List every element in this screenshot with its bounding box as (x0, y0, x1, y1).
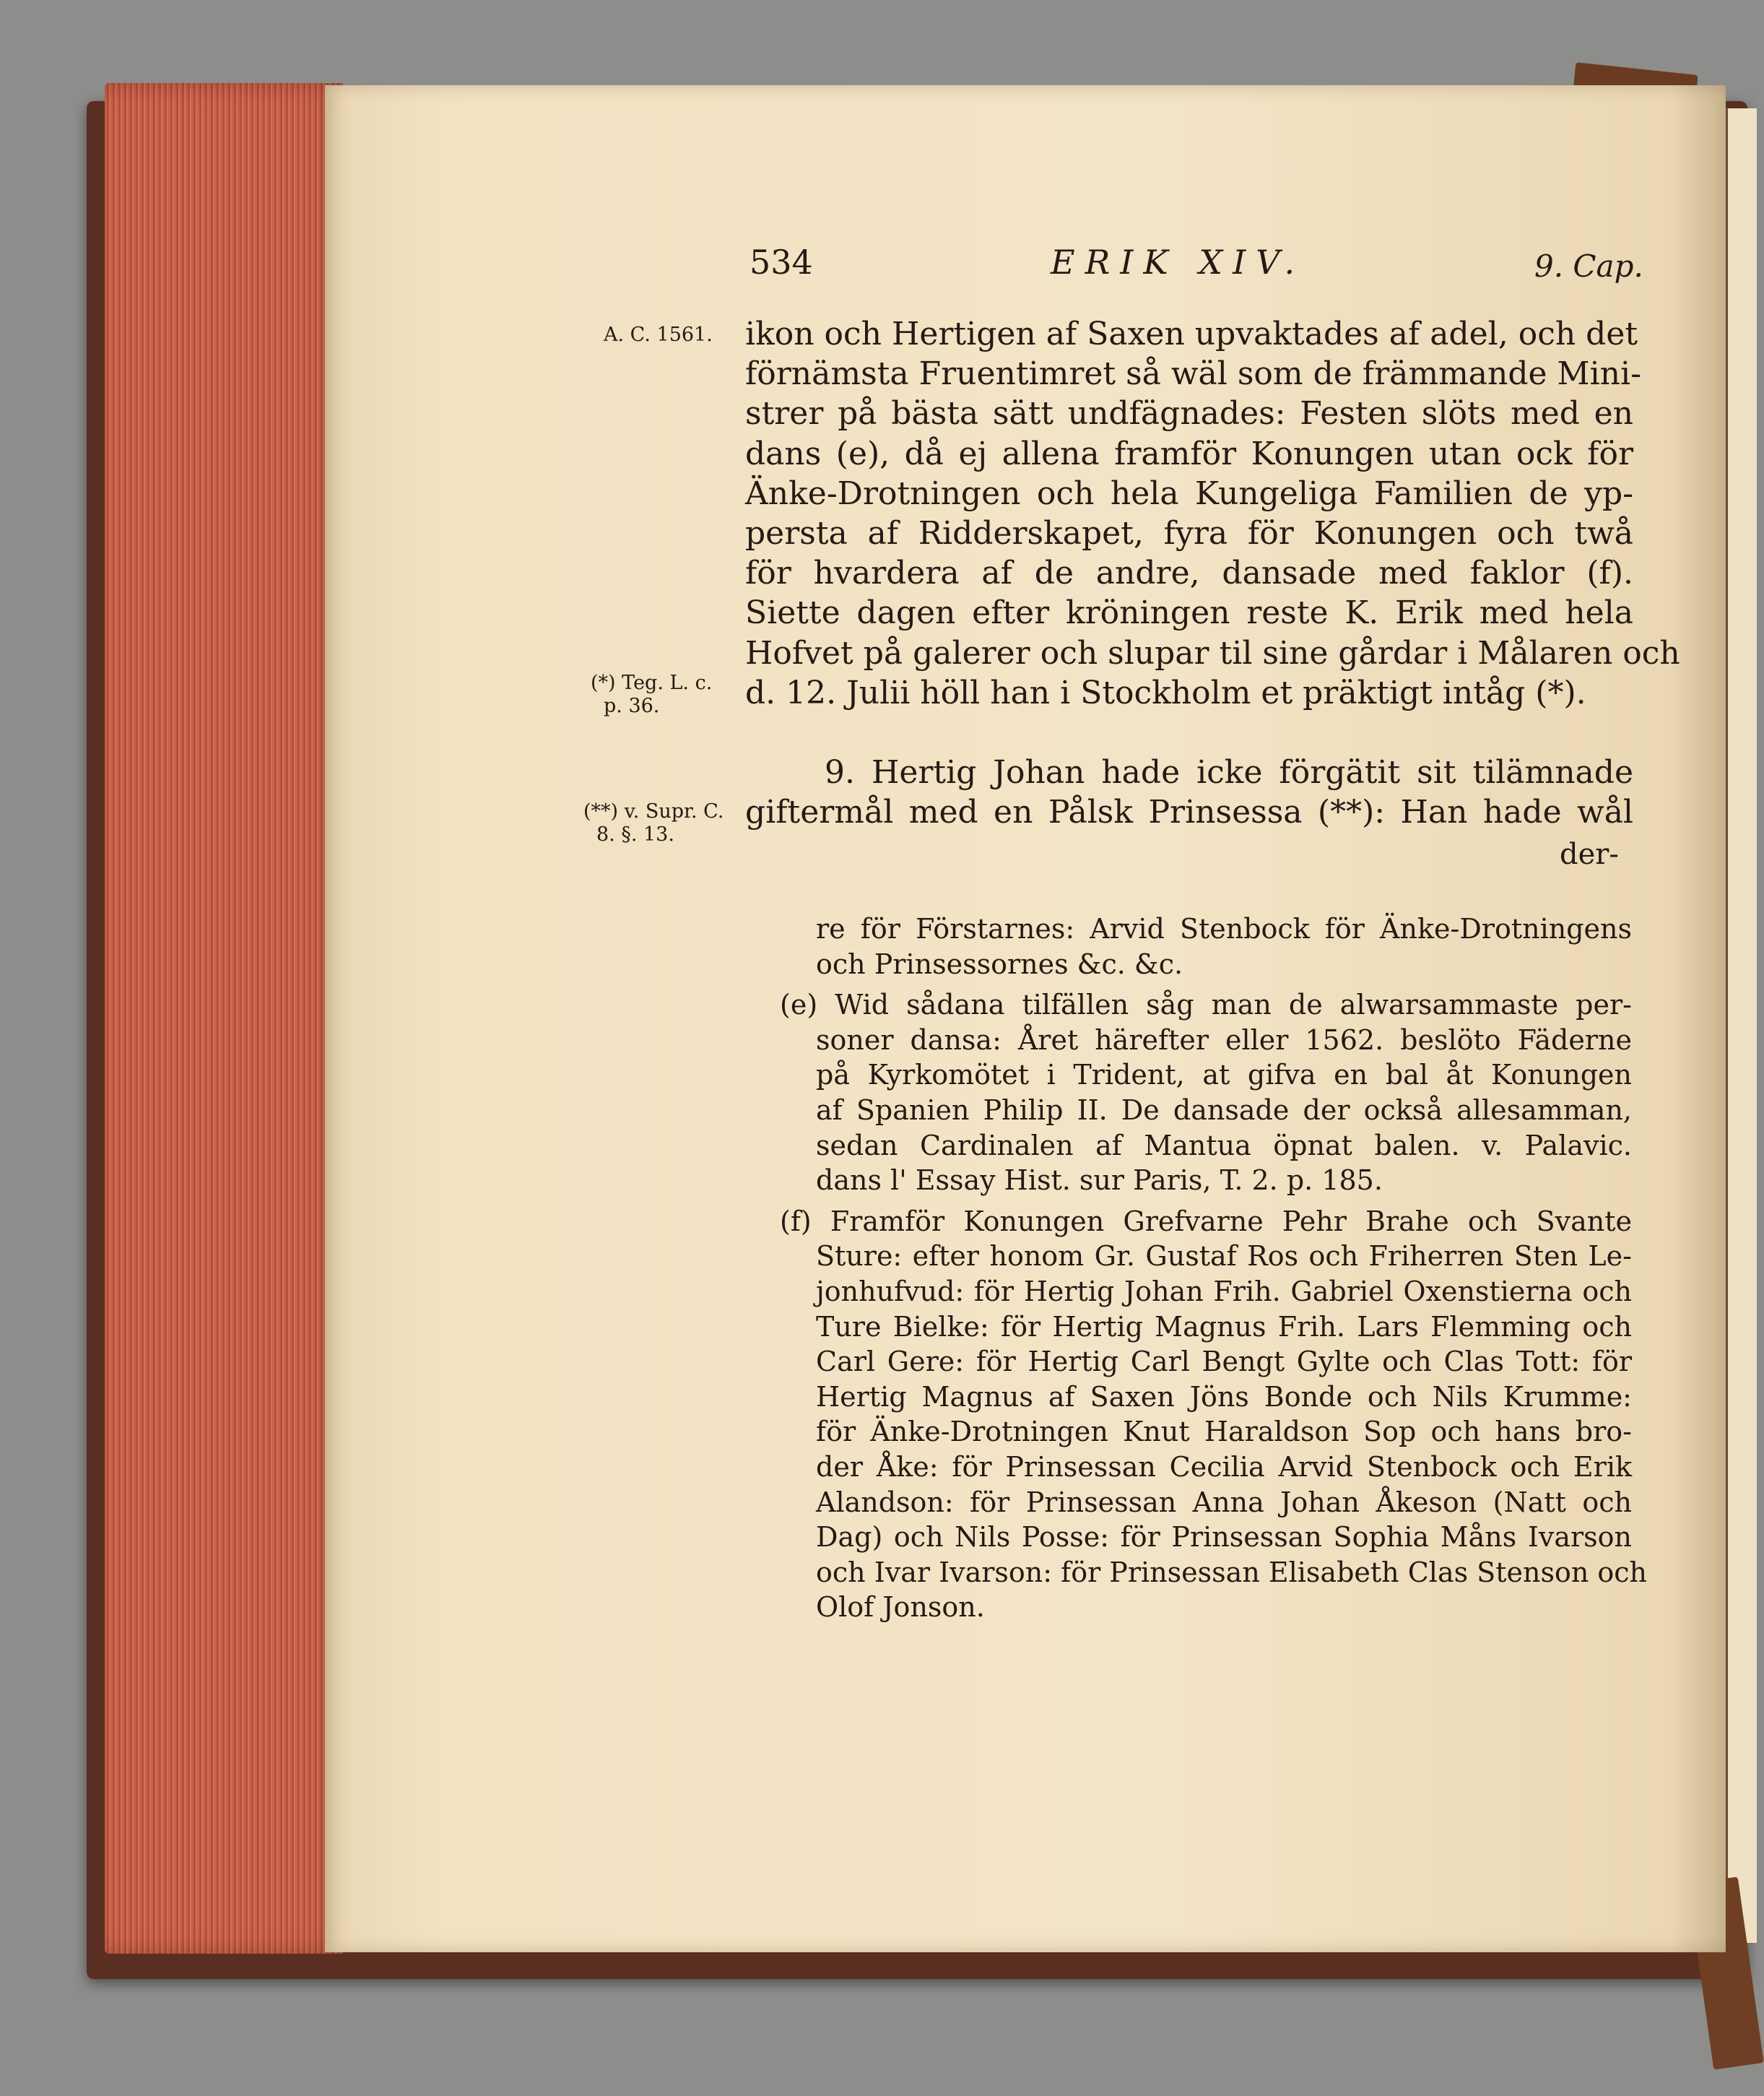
footnote-f-line: jonhufvud: för Hertig Johan Frih. Gabriel Oxenstierna och (816, 1275, 1632, 1307)
footnote-f-line: der Åke: för Prinsessan Cecilia Arvid Stenbock och Erik (816, 1450, 1632, 1483)
footnote-f-line: Sture: efter honom Gr. Gustaf Ros och Friherren Sten Le- (816, 1240, 1632, 1273)
text-line: Siette dagen efter kröningen reste K. Erik med hela (745, 594, 1633, 632)
footnote-f-line: för Änke-Drotningen Knut Haraldson Sop och hans bro- (816, 1416, 1632, 1448)
text-line: giftermål med en Pålsk Prinsessa (**): Han hade wål (745, 794, 1633, 831)
footnote-line: re för Förstarnes: Arvid Stenbock för Änke-Drotningens (816, 913, 1632, 945)
text-line: Änke-Drotningen och hela Kungeliga Familien de yp- (745, 475, 1633, 512)
footnote-f-line: Ture Bielke: för Hertig Magnus Frih. Lars Flemming och (816, 1310, 1632, 1343)
text-line: förnämsta Fruentimret så wäl som de främmande Mini- (745, 355, 1641, 393)
running-title: ERIK XIV. (1051, 243, 1305, 282)
page-number: 534 (750, 243, 813, 282)
paragraph-9 (745, 753, 1633, 832)
text-line: 9. Hertig Johan hade icke förgätit sit tilämnade (825, 754, 1633, 791)
footnote-f-line: (f) Framför Konungen Grefvarne Pehr Brahe och Svante (780, 1205, 1632, 1237)
text-line: d. 12. Julii höll han i Stockholm et präktigt intåg (*). (745, 674, 1586, 711)
footnote-line: och Prinsessornes &c. &c. (816, 948, 1183, 980)
text-line: dans (e), då ej allena framför Konungen utan ock för (745, 435, 1633, 472)
margin-note-line: 8. §. 13. (596, 823, 674, 846)
footnotes (780, 911, 1648, 1625)
main-body-text (745, 314, 1680, 713)
footnote-e-line: på Kyrkomötet i Trident, at gifva en bal åt Konungen (816, 1059, 1632, 1091)
text-line: för hvardera af de andre, dansade med faklor (f). (745, 555, 1633, 592)
margin-note-line: (**) v. Supr. C. (583, 800, 724, 823)
footnote-e-line: soner dansa: Året härefter eller 1562. beslöto Fäderne (816, 1023, 1632, 1056)
margin-note-teg (591, 672, 712, 718)
footnote-f-line: Olof Jonson. (816, 1591, 985, 1624)
facing-page-edge (1726, 108, 1757, 1943)
footnote-f-line: Alandson: för Prinsessan Anna Johan Åkeson (Natt och (816, 1486, 1632, 1518)
page-edges (105, 83, 343, 1954)
text-line: strer på bästa sätt undfägnades: Festen slöts med en (745, 395, 1633, 433)
footnote-f-line: Carl Gere: för Hertig Carl Bengt Gylte och Clas Tott: för (816, 1346, 1632, 1378)
footnote-e-line: af Spanien Philip II. De dansade der också allesamman, (816, 1094, 1632, 1126)
margin-note-line: p. 36. (604, 695, 660, 717)
text-line: Hofvet på galerer och slupar til sine gårdar i Målaren och (745, 634, 1680, 672)
text-line: ikon och Hertigen af Saxen upvaktades af adel, och det (745, 316, 1638, 352)
chapter-label: 9. Cap. (1534, 248, 1643, 284)
footnote-f-line: Dag) och Nils Posse: för Prinsessan Sophia Måns Ivarson (816, 1521, 1632, 1554)
margin-note-line: (*) Teg. L. c. (591, 672, 713, 694)
footnote-e-line: (e) Wid sådana tilfällen såg man de alwarsammaste per- (780, 989, 1632, 1021)
footnote-f-line: Hertig Magnus af Saxen Jöns Bonde och Nils Krumme: (816, 1380, 1632, 1413)
text-line: persta af Ridderskapet, fyra för Konungen och twå (745, 515, 1633, 553)
footnote-f-line: och Ivar Ivarson: för Prinsessan Elisabeth Clas Stenson och (816, 1556, 1648, 1588)
footnote-e-line: sedan Cardinalen af Mantua öpnat balen. v. Palavic. (816, 1129, 1632, 1161)
footnote-e-line: dans l' Essay Hist. sur Paris, T. 2. p. 185. (816, 1164, 1383, 1197)
margin-note-supr (583, 800, 724, 846)
catchword: der- (1560, 838, 1619, 871)
margin-note-year: A. C. 1561. (604, 324, 713, 346)
